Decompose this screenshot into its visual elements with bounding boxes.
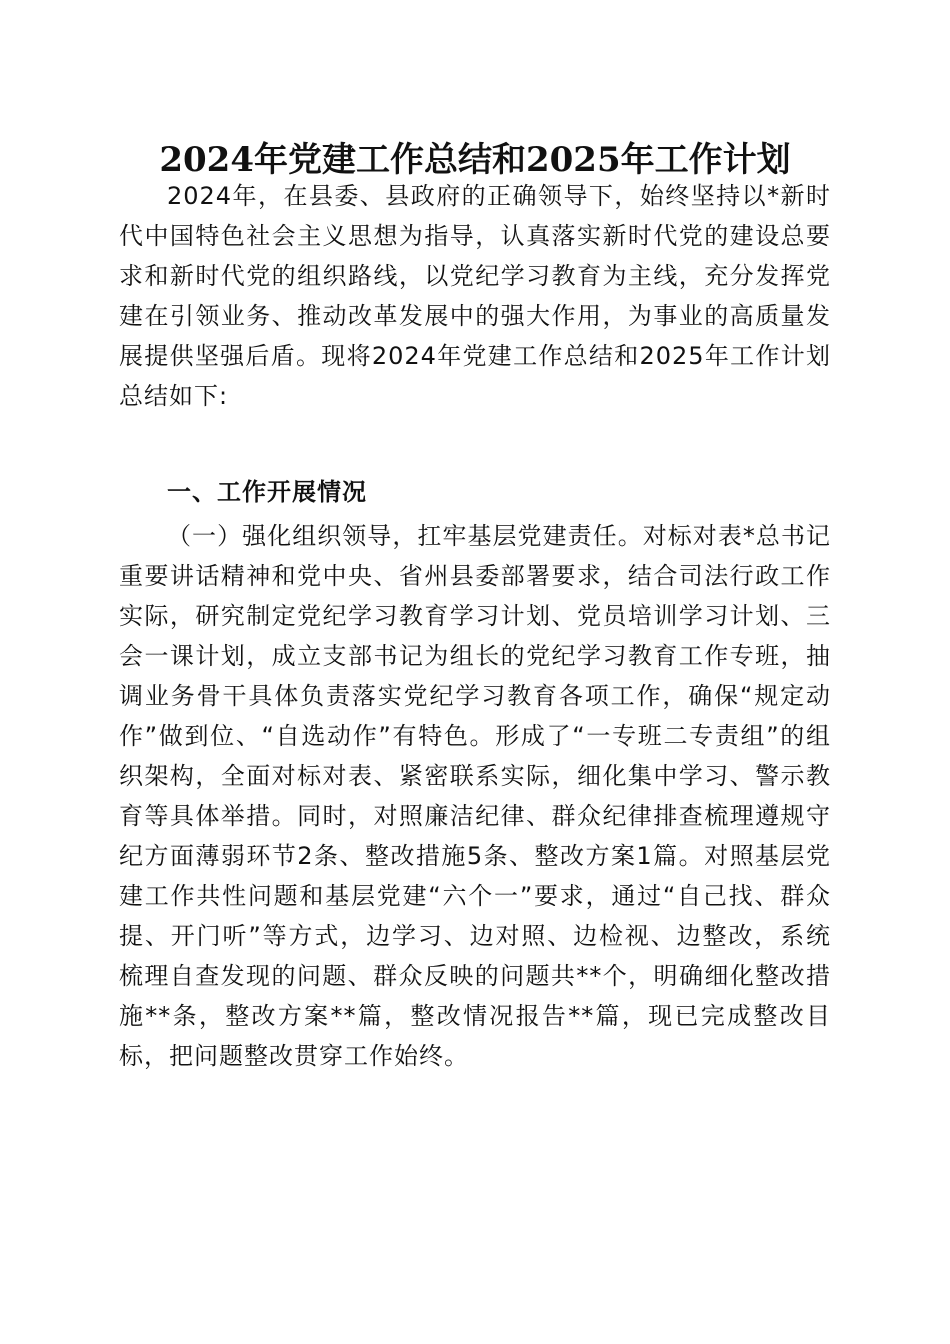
- intro-paragraph: 2024年，在县委、县政府的正确领导下，始终坚持以*新时代中国特色社会主义思想为指导，认真落实新时代党的建设总要求和新时代党的组织路线，以党纪学习教育为主线，充分发挥党建在引领业务、推动改革发展中的强大作用，为事业的高质量发展提供坚强后盾。现将2024年党建工作总结和2025年工作计划总结如下:: [119, 182, 831, 410]
- document-title: 2024年党建工作总结和2025年工作计划: [159, 140, 791, 180]
- body-paragraph: （一）强化组织领导，扛牢基层党建责任。对标对表*总书记重要讲话精神和党中央、省州县委部署要求，结合司法行政工作实际，研究制定党纪学习教育学习计划、党员培训学习计划、三会一课计划，成立支部书记为组长的党纪学习教育工作专班，抽调业务骨干具体负责落实党纪学习教育各项工作，确保“规定动作”做到位、“自选动作”有特色。形成了“一专班二专责组”的组织架构，全面对标对表、紧密联系实际，细化集中学习、警示教育等具体举措。同时，对照廉洁纪律、群众纪律排查梳理遵规守纪方面薄弱环节2条、整改措施5条、整改方案1篇。对照基层党建工作共性问题和基层党建“六个一”要求，通过“自己找、群众提、开门听”等方式，边学习、边对照、边检视、边整改，系统梳理自查发现的问题、群众反映的问题共**个，明确细化整改措施**条，整改方案**篇，整改情况报告**篇，现已完成整改目标，把问题整改贯穿工作始终。: [119, 522, 831, 1070]
- section-heading: 一、工作开展情况: [167, 478, 367, 506]
